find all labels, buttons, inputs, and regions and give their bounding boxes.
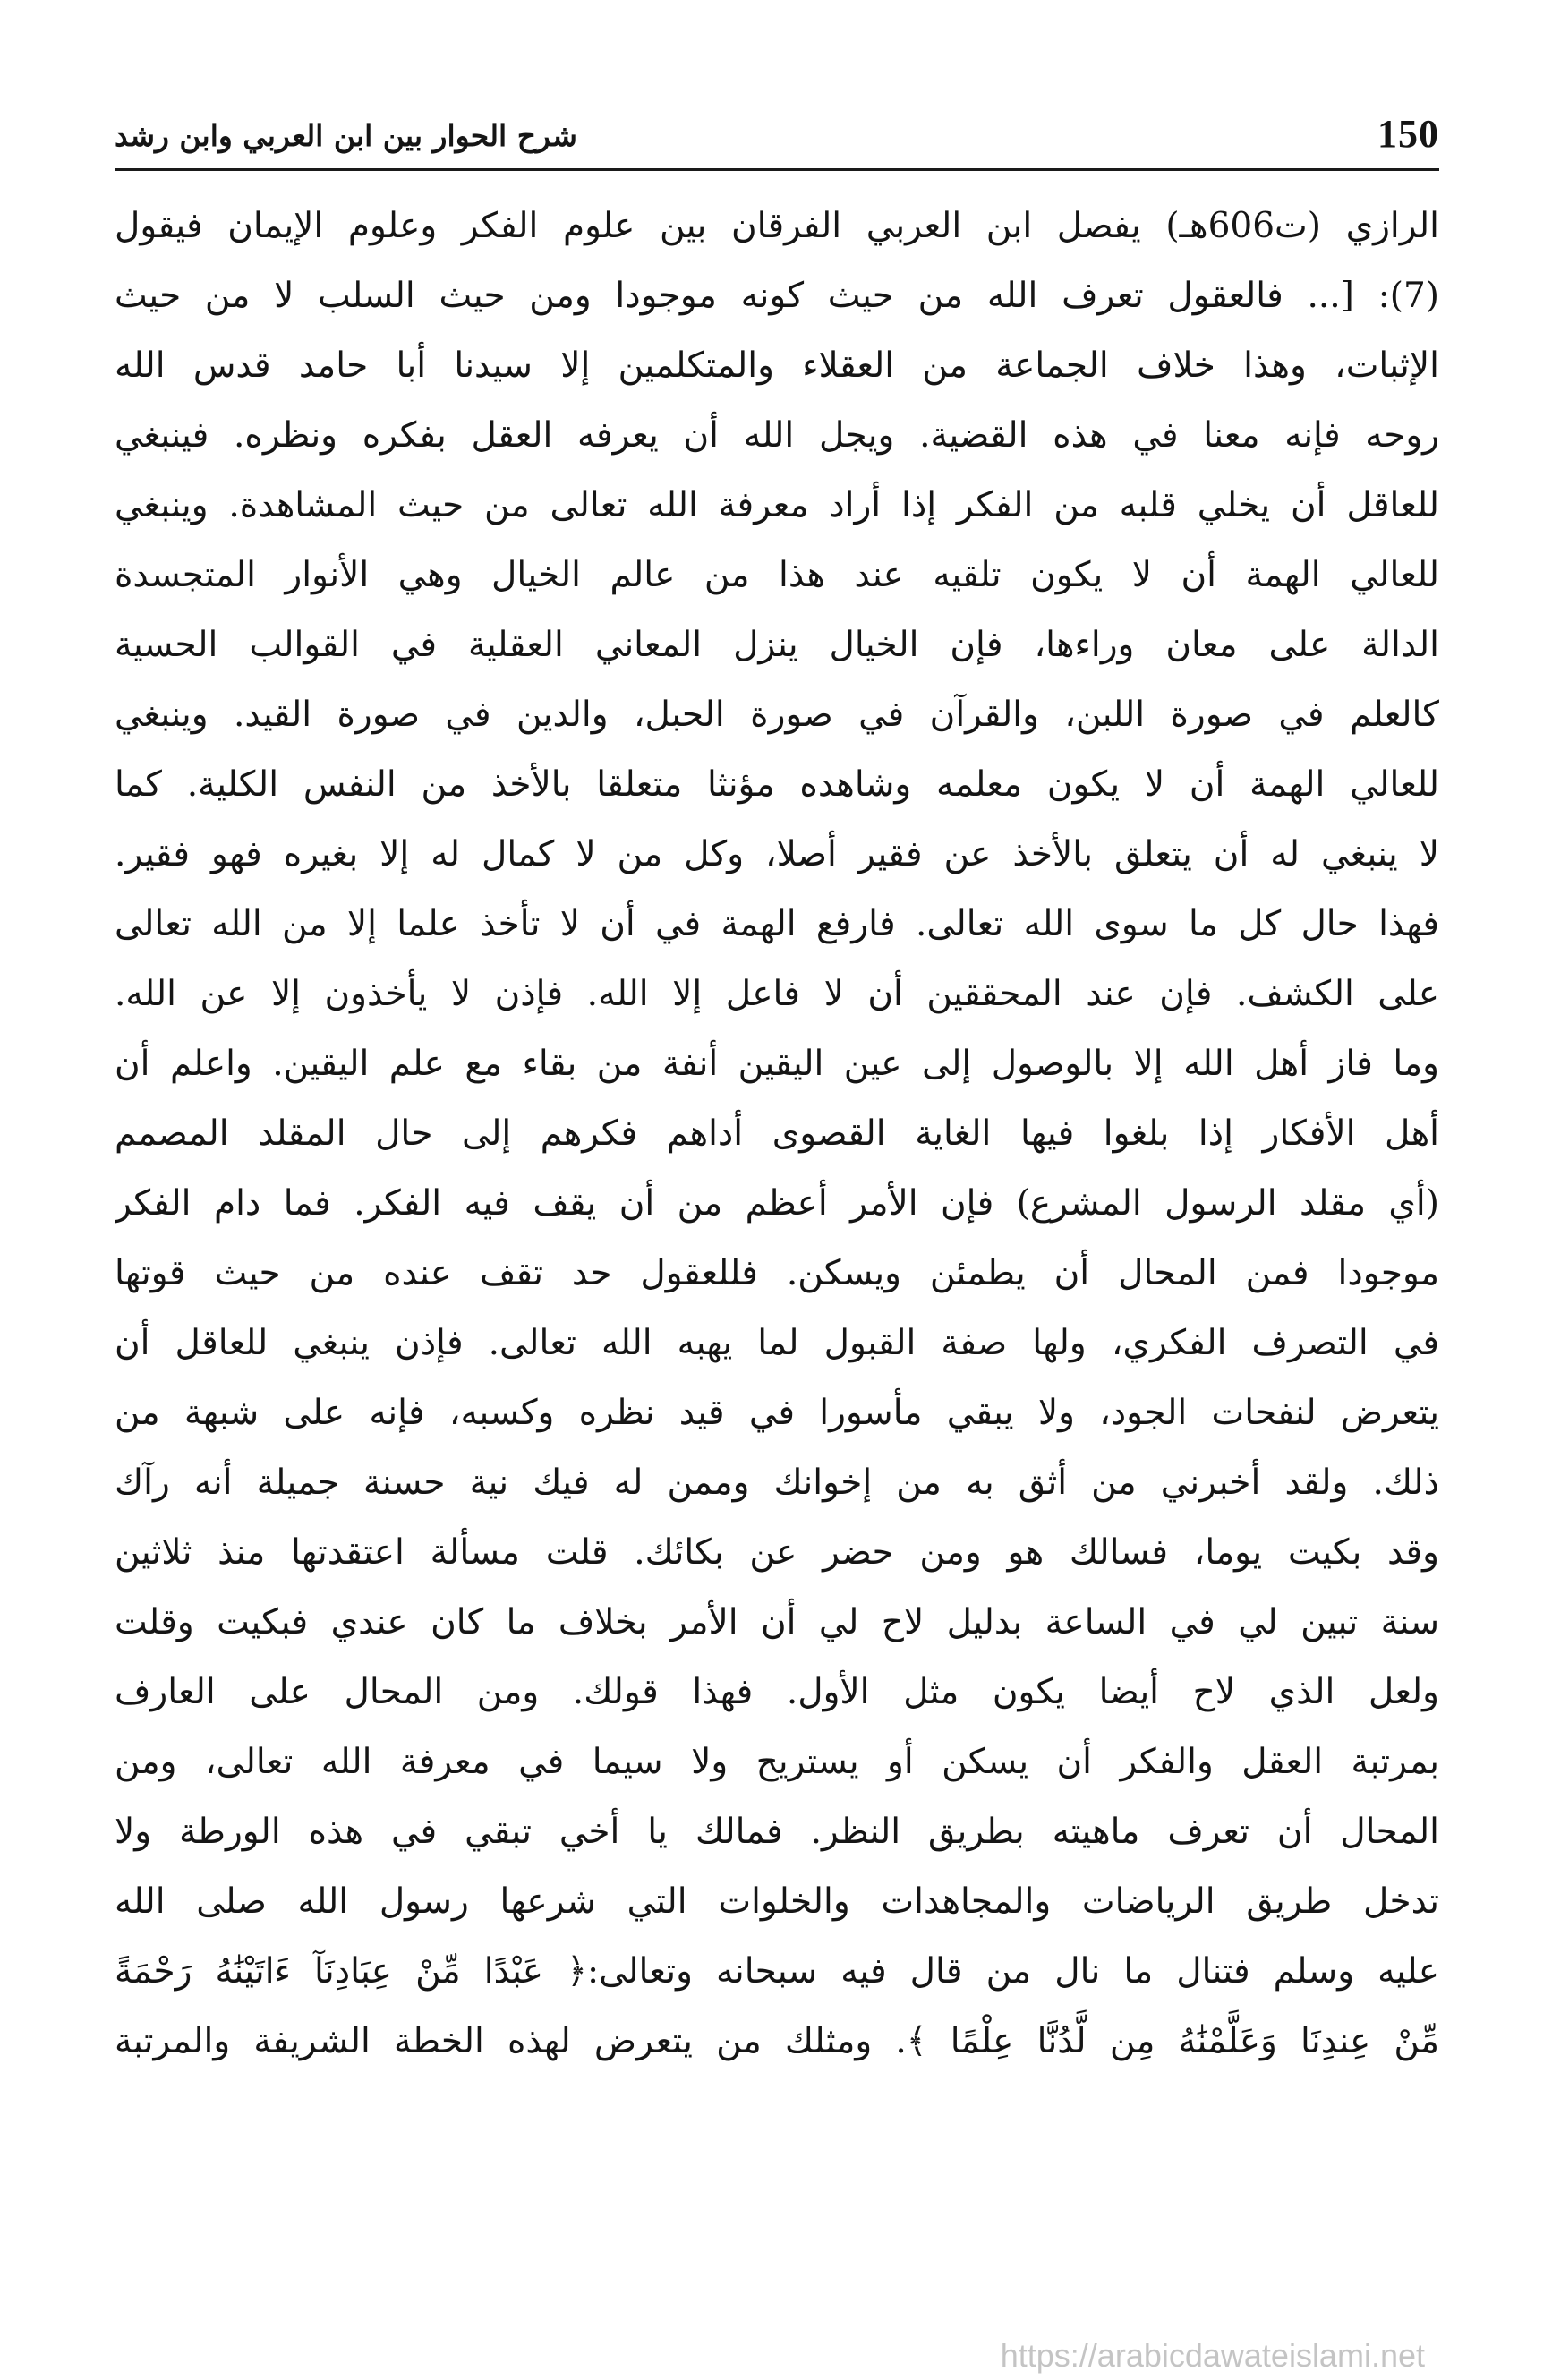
text-line: المحال أن تعرف ماهيته بطريق النظر. فمالك يا أخي تبقي في هذه الورطة ولا bbox=[115, 1812, 1439, 1852]
text-line: (7): [... فالعقول تعرف الله من حيث كونه موجودا ومن حيث السلب لا من حيث bbox=[115, 276, 1439, 316]
running-title: شرح الحوار بين ابن العربي وابن رشد bbox=[115, 118, 577, 153]
text-line: ولعل الذي لاح أيضا يكون مثل الأول. فهذا قولك. ومن المحال على العارف bbox=[115, 1672, 1439, 1712]
text-line: عليه وسلم فتنال ما نال من قال فيه سبحانه وتعالى:﴿ عَبْدًا مِّنْ عِبَادِنَآ ءَاتَيْنَٰهُ رَحْمَةً bbox=[115, 1951, 1439, 1992]
watermark-url: https://arabicdawateislami.net bbox=[1000, 2337, 1425, 2374]
text-line: ذلك. ولقد أخبرني من أثق به من إخوانك وممن له فيك نية حسنة جميلة أنه رآك bbox=[115, 1463, 1439, 1503]
text-line: روحه فإنه معنا في هذه القضية. ويجل الله أن يعرفه العقل بفكره ونظره. فينبغي bbox=[115, 415, 1439, 456]
page-header bbox=[115, 106, 1439, 171]
text-line: وما فاز أهل الله إلا بالوصول إلى عين اليقين أنفة من بقاء مع علم اليقين. واعلم أن bbox=[115, 1044, 1439, 1084]
text-line: للعاقل أن يخلي قلبه من الفكر إذا أراد معرفة الله تعالى من حيث المشاهدة. وينبغي bbox=[115, 485, 1439, 525]
page-number: 150 bbox=[1377, 112, 1439, 156]
text-line: لا ينبغي له أن يتعلق بالأخذ عن فقير أصلا، وكل من لا كمال له إلا بغيره فهو فقير. bbox=[115, 834, 1439, 874]
text-line: موجودا فمن المحال أن يطمئن ويسكن. فللعقول حد تقف عنده من حيث قوتها bbox=[115, 1253, 1439, 1293]
text-line: سنة تبين لي في الساعة بدليل لاح لي أن الأمر بخلاف ما كان عندي فبكيت وقلت bbox=[115, 1602, 1439, 1642]
text-line: على الكشف. فإن عند المحققين أن لا فاعل إلا الله. فإذن لا يأخذون إلا عن الله. bbox=[115, 974, 1439, 1014]
text-line: فهذا حال كل ما سوى الله تعالى. فارفع الهمة في أن لا تأخذ علما إلا من الله تعالى bbox=[115, 904, 1439, 944]
text-line: كالعلم في صورة اللبن، والقرآن في صورة الحبل، والدين في صورة القيد. وينبغي bbox=[115, 695, 1439, 735]
text-line: يتعرض لنفحات الجود، ولا يبقي مأسورا في قيد نظره وكسبه، فإنه على شبهة من bbox=[115, 1393, 1439, 1433]
text-line: في التصرف الفكري، ولها صفة القبول لما يهبه الله تعالى. فإذن ينبغي للعاقل أن bbox=[115, 1323, 1439, 1363]
text-line: تدخل طريق الرياضات والمجاهدات والخلوات التي شرعها رسول الله صلى الله bbox=[115, 1881, 1439, 1922]
text-line: بمرتبة العقل والفكر أن يسكن أو يستريح ولا سيما في معرفة الله تعالى، ومن bbox=[115, 1742, 1439, 1782]
text-line: الرازي (ت606هـ) يفصل ابن العربي الفرقان بين علوم الفكر وعلوم الإيمان فيقول bbox=[115, 206, 1439, 246]
text-line: للعالي الهمة أن لا يكون معلمه وشاهده مؤنثا متعلقا بالأخذ من النفس الكلية. كما bbox=[115, 764, 1439, 805]
text-line: الدالة على معان وراءها، فإن الخيال ينزل المعاني العقلية في القوالب الحسية bbox=[115, 625, 1439, 665]
text-line: مِّنْ عِندِنَا وَعَلَّمْنَٰهُ مِن لَّدُنَّا عِلْمًا ﴾. ومثلك من يتعرض لهذه الخطة الشريفة والمرتبة bbox=[115, 2021, 1439, 2061]
text-line: الإثبات، وهذا خلاف الجماعة من العقلاء والمتكلمين إلا سيدنا أبا حامد قدس الله bbox=[115, 345, 1439, 386]
body-text bbox=[115, 192, 1439, 2077]
text-line: للعالي الهمة أن لا يكون تلقيه عند هذا من عالم الخيال وهي الأنوار المتجسدة bbox=[115, 555, 1439, 595]
text-line: (أي مقلد الرسول المشرع) فإن الأمر أعظم من أن يقف فيه الفكر. فما دام الفكر bbox=[115, 1183, 1439, 1224]
text-line: وقد بكيت يوما، فسالك هو ومن حضر عن بكائك. قلت مسألة اعتقدتها منذ ثلاثين bbox=[115, 1532, 1439, 1573]
text-line: أهل الأفكار إذا بلغوا فيها الغاية القصوى أداهم فكرهم إلى حال المقلد المصمم bbox=[115, 1113, 1439, 1154]
